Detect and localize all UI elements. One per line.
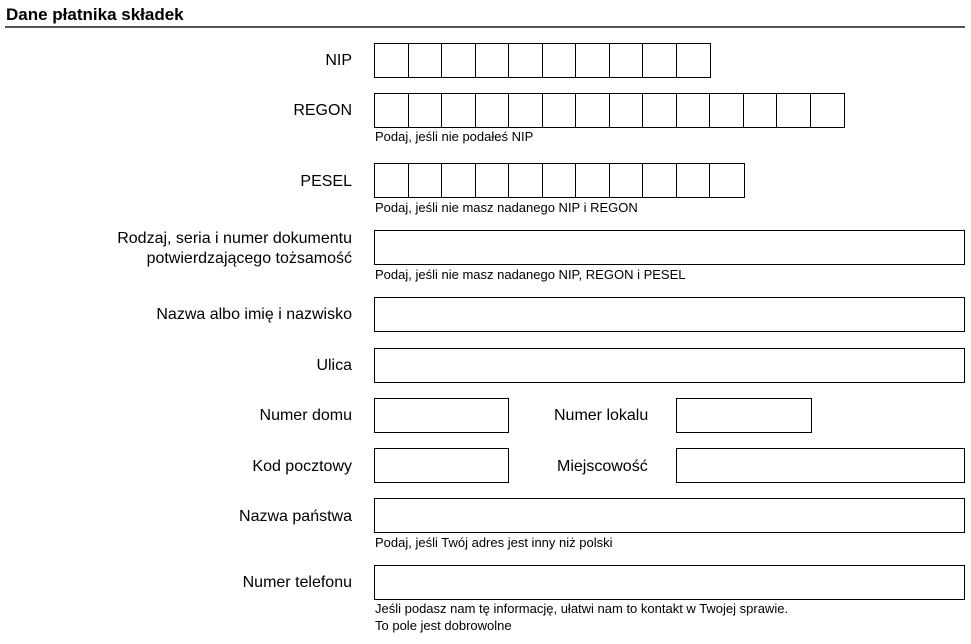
document-label-line1: Rodzaj, seria i numer dokumentu <box>117 230 352 247</box>
phone-hint-line2: To pole jest dobrowolne <box>375 618 512 633</box>
country-input[interactable] <box>374 498 965 533</box>
nip-label: NIP <box>325 52 352 69</box>
digit-cell[interactable] <box>610 164 644 197</box>
pesel-hint: Podaj, jeśli nie masz nadanego NIP i REGON <box>375 200 638 215</box>
digit-cell[interactable] <box>509 94 543 127</box>
digit-cell[interactable] <box>442 164 476 197</box>
name-input[interactable] <box>374 297 965 332</box>
digit-cell[interactable] <box>375 94 409 127</box>
house-number-input[interactable] <box>374 398 509 433</box>
digit-cell[interactable] <box>710 94 744 127</box>
regon-label: REGON <box>293 102 352 119</box>
digit-cell[interactable] <box>543 164 577 197</box>
document-input[interactable] <box>374 230 965 265</box>
digit-cell[interactable] <box>375 164 409 197</box>
city-label: Miejscowość <box>557 458 648 475</box>
digit-cell[interactable] <box>576 44 610 77</box>
street-label: Ulica <box>316 357 352 374</box>
digit-cell[interactable] <box>509 44 543 77</box>
digit-cell[interactable] <box>710 164 744 197</box>
digit-cell[interactable] <box>643 44 677 77</box>
document-label <box>117 229 352 269</box>
country-hint: Podaj, jeśli Twój adres jest inny niż polski <box>375 535 613 550</box>
apartment-number-input[interactable] <box>676 398 812 433</box>
digit-cell[interactable] <box>543 44 577 77</box>
street-input[interactable] <box>374 348 965 383</box>
digit-cell[interactable] <box>677 94 711 127</box>
postal-code-input[interactable] <box>374 448 509 483</box>
digit-cell[interactable] <box>677 44 711 77</box>
digit-cell[interactable] <box>811 94 845 127</box>
digit-cell[interactable] <box>409 164 443 197</box>
section-divider <box>5 26 965 28</box>
house-number-label: Numer domu <box>259 407 352 424</box>
name-label: Nazwa albo imię i nazwisko <box>156 306 352 323</box>
phone-label: Numer telefonu <box>242 574 352 591</box>
country-label: Nazwa państwa <box>239 508 352 525</box>
digit-cell[interactable] <box>442 44 476 77</box>
digit-cell[interactable] <box>610 94 644 127</box>
digit-cell[interactable] <box>476 44 510 77</box>
digit-cell[interactable] <box>509 164 543 197</box>
pesel-input[interactable] <box>374 163 745 198</box>
digit-cell[interactable] <box>409 44 443 77</box>
digit-cell[interactable] <box>476 94 510 127</box>
phone-hint-line1: Jeśli podasz nam tę informację, ułatwi nam to kontakt w Twojej sprawie. <box>375 601 789 616</box>
postal-code-label: Kod pocztowy <box>252 458 352 475</box>
digit-cell[interactable] <box>677 164 711 197</box>
phone-input[interactable] <box>374 565 965 600</box>
nip-input[interactable] <box>374 43 711 78</box>
digit-cell[interactable] <box>643 94 677 127</box>
document-label-line2: potwierdzającego tożsamość <box>146 250 352 267</box>
digit-cell[interactable] <box>375 44 409 77</box>
digit-cell[interactable] <box>409 94 443 127</box>
city-input[interactable] <box>676 448 965 483</box>
digit-cell[interactable] <box>442 94 476 127</box>
digit-cell[interactable] <box>543 94 577 127</box>
digit-cell[interactable] <box>576 94 610 127</box>
regon-hint: Podaj, jeśli nie podałeś NIP <box>375 129 534 144</box>
section-title: Dane płatnika składek <box>6 5 184 24</box>
apartment-number-label: Numer lokalu <box>554 407 649 424</box>
digit-cell[interactable] <box>610 44 644 77</box>
digit-cell[interactable] <box>576 164 610 197</box>
regon-input[interactable] <box>374 93 845 128</box>
digit-cell[interactable] <box>744 94 778 127</box>
digit-cell[interactable] <box>476 164 510 197</box>
digit-cell[interactable] <box>777 94 811 127</box>
document-hint: Podaj, jeśli nie masz nadanego NIP, REGON i PESEL <box>375 267 686 282</box>
digit-cell[interactable] <box>643 164 677 197</box>
pesel-label: PESEL <box>300 173 352 190</box>
